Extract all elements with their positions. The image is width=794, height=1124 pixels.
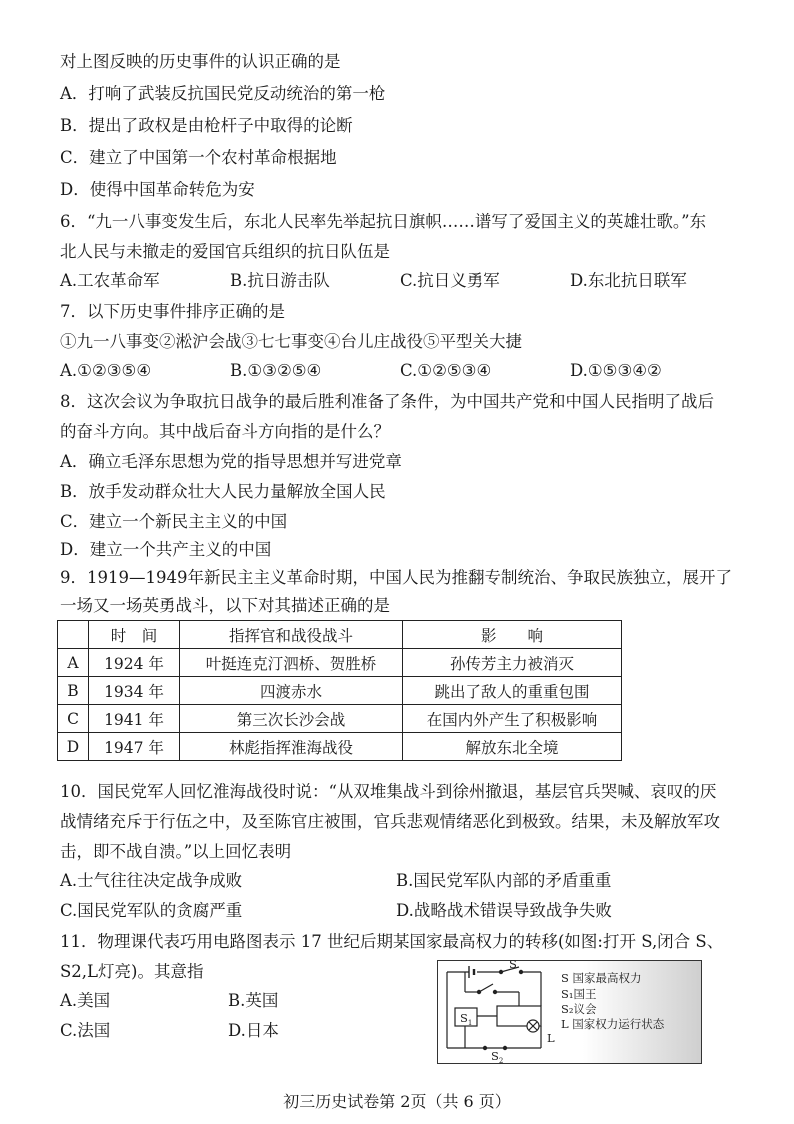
header-cell-time: 时 间 <box>89 621 180 649</box>
q8-option-c: C．建立一个新民主主义的中国 <box>60 512 288 531</box>
legend-item: S₂议会 <box>561 1002 597 1016</box>
q7-events: ①九一八事变②淞沪会战③七七事变④台儿庄战役⑤平型关大捷 <box>60 332 522 351</box>
q11-option-c: C.法国 <box>60 1021 111 1040</box>
q9-line1: 9．1919—1949年新民主主义革命时期，中国人民为推翻专制统治、争取民族独立，展开了 <box>60 568 732 587</box>
q10-line2: 战情绪充斥于行伍之中，及至陈官庄被围，官兵悲观情绪恶化到极致。结果，未及解放军攻 <box>60 812 720 831</box>
lamp-label: L <box>547 1031 555 1045</box>
q7-options <box>60 360 760 382</box>
switch-s2-label: $S_2$ <box>491 1049 504 1064</box>
table-row <box>58 733 622 761</box>
header-cell-impact: 影 响 <box>403 621 622 649</box>
q6-options <box>60 270 760 292</box>
row-battle: 第三次长沙会战 <box>180 705 403 733</box>
row-time: 1947 年 <box>89 733 180 761</box>
q11-option-d: D.日本 <box>228 1021 279 1040</box>
switch-s1-label: $S_1$ <box>460 1011 473 1027</box>
q7-option-b: B.①③②⑤④ <box>230 361 322 380</box>
row-time: 1934 年 <box>89 677 180 705</box>
q5-option-b: B．提出了政权是由枪杆子中取得的论断 <box>60 116 353 135</box>
circuit-diagram <box>437 960 702 1064</box>
table-header-row <box>58 621 622 649</box>
row-battle: 四渡赤水 <box>180 677 403 705</box>
q11-line1: 11．物理课代表巧用电路图表示 17 世纪后期某国家最高权力的转移(如图:打开 S,闭合 S、 <box>60 932 724 951</box>
row-label: B <box>58 677 89 705</box>
q10-option-c: C.国民党军队的贪腐严重 <box>60 901 243 920</box>
header-cell-battle: 指挥官和战役战斗 <box>180 621 403 649</box>
q11-options-row2 <box>60 1020 420 1042</box>
q8-option-b: B．放手发动群众壮大人民力量解放全国人民 <box>60 482 386 501</box>
q6-option-c: C.抗日义勇军 <box>400 271 500 290</box>
q10-options-row2 <box>60 900 760 922</box>
q5-option-d: D．使得中国革命转危为安 <box>60 180 255 199</box>
q10-line1: 10．国民党军人回忆淮海战役时说：“从双堆集战斗到徐州撤退，基层官兵哭喊、哀叹的厌 <box>60 782 717 801</box>
q6-line2: 北人民与未撤走的爱国官兵组织的抗日队伍是 <box>60 242 390 261</box>
q8-option-d: D．建立一个共产主义的中国 <box>60 540 272 559</box>
row-impact: 孙传芳主力被消灭 <box>403 649 622 677</box>
page-footer: 初三历史试卷第 2页（共 6 页） <box>283 1092 511 1111</box>
q11-line2: S2,L灯亮)。其意指 <box>60 962 204 981</box>
legend-item: L 国家权力运行状态 <box>561 1017 665 1031</box>
legend-item: S 国家最高权力 <box>561 971 642 985</box>
row-label: D <box>58 733 89 761</box>
row-battle: 叶挺连克汀泗桥、贺胜桥 <box>180 649 403 677</box>
q7-option-c: C.①②⑤③④ <box>400 361 492 380</box>
row-battle: 林彪指挥淮海战役 <box>180 733 403 761</box>
table-row <box>58 677 622 705</box>
q5-option-c: C．建立了中国第一个农村革命根据地 <box>60 148 337 167</box>
table-row <box>58 705 622 733</box>
q5-stem: 对上图反映的历史事件的认识正确的是 <box>60 52 341 71</box>
q9-table <box>57 620 622 761</box>
q8-option-a: A．确立毛泽东思想为党的指导思想并写进党章 <box>60 452 402 471</box>
q5-option-a: A．打响了武装反抗国民党反动统治的第一枪 <box>60 84 386 103</box>
row-label: C <box>58 705 89 733</box>
row-impact: 跳出了敌人的重重包围 <box>403 677 622 705</box>
q6-option-b: B.抗日游击队 <box>230 271 330 290</box>
q8-line2: 的奋斗方向。其中战后奋斗方向指的是什么？ <box>60 422 390 441</box>
legend-item: S₁国王 <box>561 987 597 1001</box>
switch-s-label: S <box>509 960 517 971</box>
q10-option-b: B.国民党军队内部的矛盾重重 <box>396 871 612 890</box>
q7-option-a: A.①②③⑤④ <box>60 361 152 380</box>
row-time: 1941 年 <box>89 705 180 733</box>
q10-option-a: A.士气往往决定战争成败 <box>60 871 243 890</box>
q11-options-row1 <box>60 990 420 1012</box>
q6-line1: 6．“九一八事变发生后，东北人民率先举起抗日旗帜……谱写了爱国主义的英雄壮歌。”东 <box>60 212 707 231</box>
q8-line1: 8．这次会议为争取抗日战争的最后胜利准备了条件，为中国共产党和中国人民指明了战后 <box>60 392 714 411</box>
table-row <box>58 649 622 677</box>
q7-stem: 7．以下历史事件排序正确的是 <box>60 302 285 321</box>
lamp-icon <box>527 1020 539 1032</box>
q6-option-d: D.东北抗日联军 <box>570 271 687 290</box>
q10-options-row1 <box>60 870 760 892</box>
row-impact: 在国内外产生了积极影响 <box>403 705 622 733</box>
q11-option-b: B.英国 <box>228 991 279 1010</box>
header-cell <box>58 621 89 649</box>
q10-line3: 击，即不战自溃。”以上回忆表明 <box>60 842 292 861</box>
q10-option-d: D.战略战术错误导致战争失败 <box>396 901 612 920</box>
row-time: 1924 年 <box>89 649 180 677</box>
q9-line2: 一场又一场英勇战斗，以下对其描述正确的是 <box>60 596 390 615</box>
row-label: A <box>58 649 89 677</box>
q7-option-d: D.①⑤③④② <box>570 361 662 380</box>
q11-option-a: A.美国 <box>60 991 111 1010</box>
row-impact: 解放东北全境 <box>403 733 622 761</box>
q6-option-a: A.工农革命军 <box>60 271 160 290</box>
